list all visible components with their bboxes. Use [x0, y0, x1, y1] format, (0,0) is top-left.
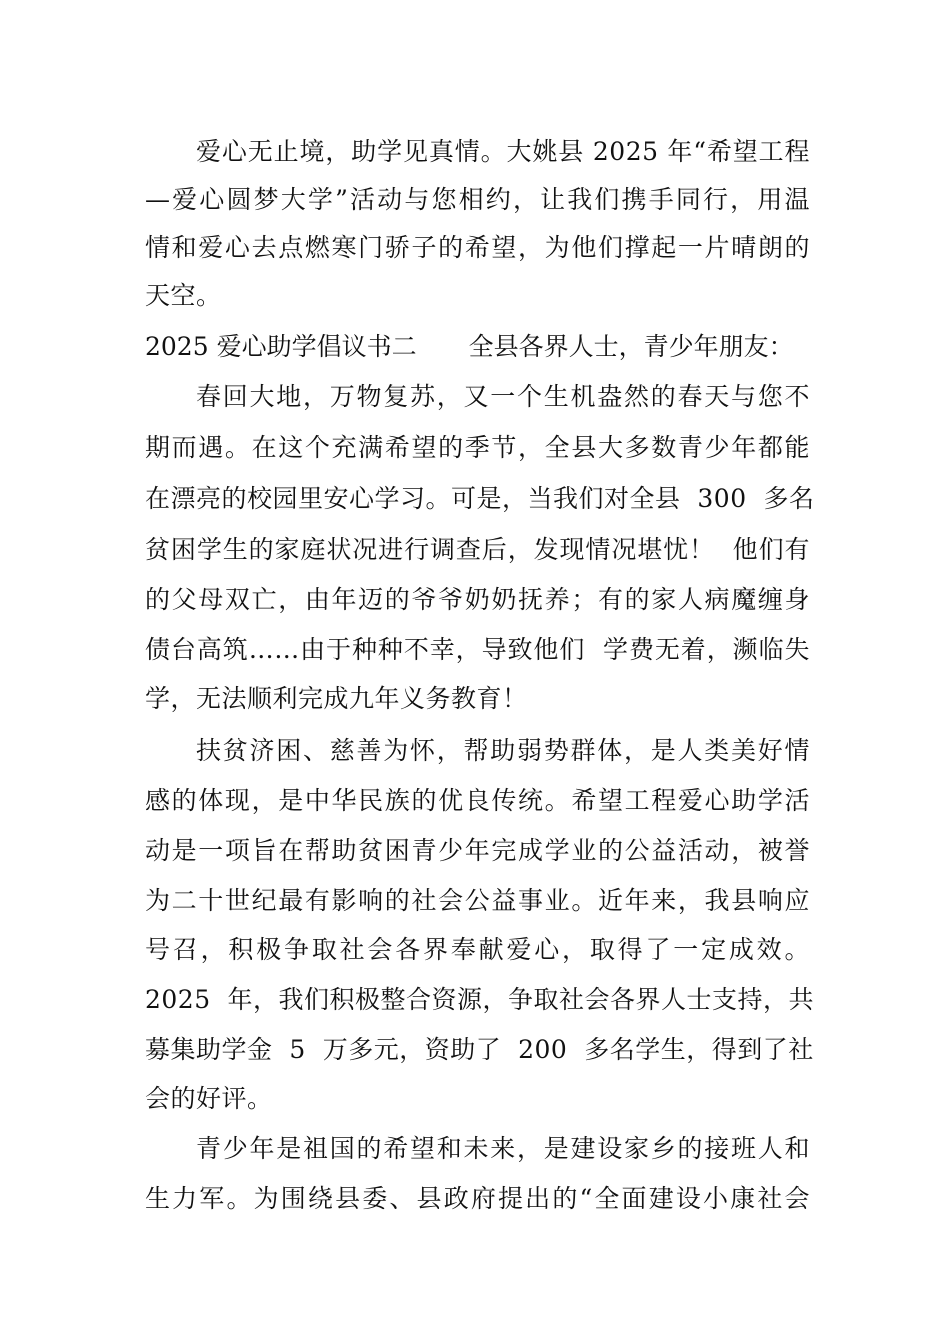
text-line: 天空。: [145, 281, 222, 310]
text-line: 号召，积极争取社会各界奉献爱心，取得了一定成效。: [145, 935, 810, 964]
text-line: 春回大地，万物复苏，又一个生机盎然的春天与您不: [196, 382, 810, 411]
text-line: 贫困学生的家庭状况进行调查后，发现情况堪忧！ 他们有: [145, 535, 810, 564]
text-line: 扶贫济困、慈善为怀，帮助弱势群体，是人类美好情: [196, 736, 810, 765]
text-line: 债台高筑……由于种种不幸，导致他们 学费无着，濒临失: [145, 635, 810, 664]
text-line: 感的体现，是中华民族的优良传统。希望工程爱心助学活: [145, 786, 810, 815]
section-title: 2025 爱心助学倡议书二: [145, 332, 417, 361]
text-line: 动是一项旨在帮助贫困青少年完成学业的公益活动，被誉: [145, 836, 810, 865]
text-line: 在漂亮的校园里安心学习。可是，当我们对全县 300 多名: [145, 484, 815, 513]
text-line: 生力军。为围绕县委、县政府提出的“全面建设小康社会: [145, 1184, 810, 1213]
text-line: 募集助学金 5 万多元，资助了 200 多名学生，得到了社: [145, 1035, 814, 1064]
text-line: 的父母双亡，由年迈的爷爷奶奶抚养；有的家人病魔缠身: [145, 585, 810, 614]
text-line: 青少年是祖国的希望和未来，是建设家乡的接班人和: [196, 1134, 810, 1163]
salutation: 全县各界人士，青少年朋友：: [468, 332, 794, 361]
text-line: 爱心无止境，助学见真情。大姚县 2025 年“希望工程: [196, 137, 810, 166]
text-line: 为二十世纪最有影响的社会公益事业。近年来，我县响应: [145, 886, 810, 915]
text-line: 学，无法顺利完成九年义务教育！: [145, 684, 528, 713]
text-line: 会的好评。: [145, 1084, 273, 1113]
text-line: 情和爱心去点燃寒门骄子的希望，为他们撑起一片晴朗的: [145, 233, 810, 262]
text-line: 2025 年，我们积极整合资源，争取社会各界人士支持，共: [145, 985, 815, 1014]
text-line: 期而遇。在这个充满希望的季节，全县大多数青少年都能: [145, 433, 810, 462]
section-heading-line: [145, 329, 810, 365]
text-line: —爱心圆梦大学”活动与您相约，让我们携手同行，用温: [145, 185, 810, 214]
